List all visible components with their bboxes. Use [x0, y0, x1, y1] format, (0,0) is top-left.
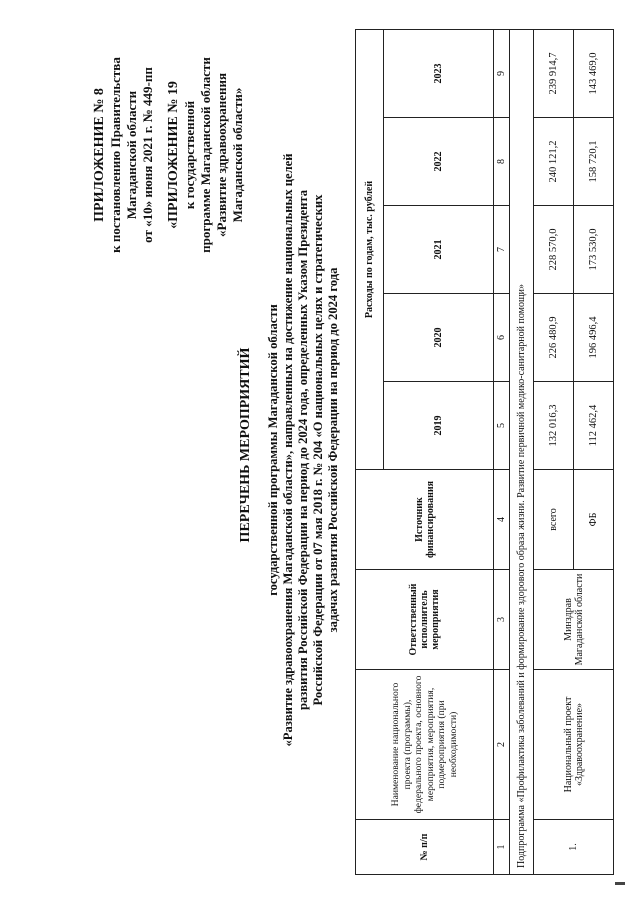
col-number: 4 — [494, 470, 510, 570]
description-line: развития Российской Федерации на период до 2024 года, определенных Указом Президента — [296, 190, 310, 710]
col-number: 7 — [494, 206, 510, 294]
row-value: 112 462,4 — [574, 382, 614, 470]
scan-mark — [615, 882, 625, 885]
appendix-line: Магаданской области» — [230, 87, 245, 223]
col-number: 8 — [494, 118, 510, 206]
row-value: 158 720,1 — [574, 118, 614, 206]
col-number: 6 — [494, 294, 510, 382]
header-name: Наименование национального проекта (программы), федерального проекта, основного мероприятия, мероприятия, подмероприятия (при необходимости) — [356, 670, 494, 820]
appendix-line: к государственной — [182, 100, 197, 210]
header-year: 2021 — [384, 206, 494, 294]
row-name: Национальный проект «Здравоохранение» — [534, 670, 614, 820]
row-value: 173 530,0 — [574, 206, 614, 294]
appendix-line: Магаданской области — [124, 90, 139, 220]
row-value: 196 496,4 — [574, 294, 614, 382]
header-year: 2023 — [384, 30, 494, 118]
col-number: 3 — [494, 570, 510, 670]
row-source: ФБ — [574, 470, 614, 570]
row-num: 1. — [534, 820, 614, 875]
appendix-header — [92, 15, 246, 295]
description-line: государственной программы Магаданской области — [266, 304, 280, 596]
header-expenses: Расходы по годам, тыс. рублей — [356, 30, 384, 470]
row-value: 226 480,9 — [534, 294, 574, 382]
col-number: 2 — [494, 670, 510, 820]
header-year: 2020 — [384, 294, 494, 382]
document-title: ПЕРЕЧЕНЬ МЕРОПРИЯТИЙ — [238, 347, 253, 543]
table-row — [534, 30, 574, 875]
row-executor: Минздрав Магаданской области — [534, 570, 614, 670]
appendix-number: ПРИЛОЖЕНИЕ № 8 — [92, 88, 107, 222]
appendix-line: к постановлению Правительства — [108, 57, 123, 253]
header-num: № п/п — [356, 820, 494, 875]
appendix-line: «Развитие здравоохранения — [214, 73, 229, 237]
document-description — [266, 40, 341, 860]
row-value: 240 121,2 — [534, 118, 574, 206]
col-number: 5 — [494, 382, 510, 470]
measures-table — [355, 29, 614, 875]
description-line: задачах развития Российской Федерации на период до 2024 года — [326, 267, 340, 633]
row-value: 132 016,3 — [534, 382, 574, 470]
appendix-line: программе Магаданской области — [198, 57, 213, 253]
subprogram-row — [510, 30, 534, 875]
description-line: Российской Федерации от 07 мая 2018 г. № 204 «О национальных целях и стратегических — [311, 194, 325, 706]
header-executor: Ответственный исполнитель мероприятия — [356, 570, 494, 670]
row-value: 239 914,7 — [534, 30, 574, 118]
header-year: 2019 — [384, 382, 494, 470]
appendix-date: от «10» июня 2021 г. № 449-пп — [140, 67, 155, 243]
description-line: «Развитие здравоохранения Магаданской области», направленных на достижение национальных целей — [281, 153, 295, 747]
col-number: 9 — [494, 30, 510, 118]
row-value: 228 570,0 — [534, 206, 574, 294]
header-year: 2022 — [384, 118, 494, 206]
row-value: 143 469,0 — [574, 30, 614, 118]
subprogram-title: Подпрограмма «Профилактика заболеваний и формирование здорового образа жизни. Развитие первичной медико-санитарной помощи» — [510, 30, 534, 875]
appendix-original-number: «ПРИЛОЖЕНИЕ № 19 — [166, 81, 181, 229]
row-source: всего — [534, 470, 574, 570]
header-source: Источник финансирования — [356, 470, 494, 570]
col-number: 1 — [494, 820, 510, 875]
column-numbers-row — [494, 30, 510, 875]
